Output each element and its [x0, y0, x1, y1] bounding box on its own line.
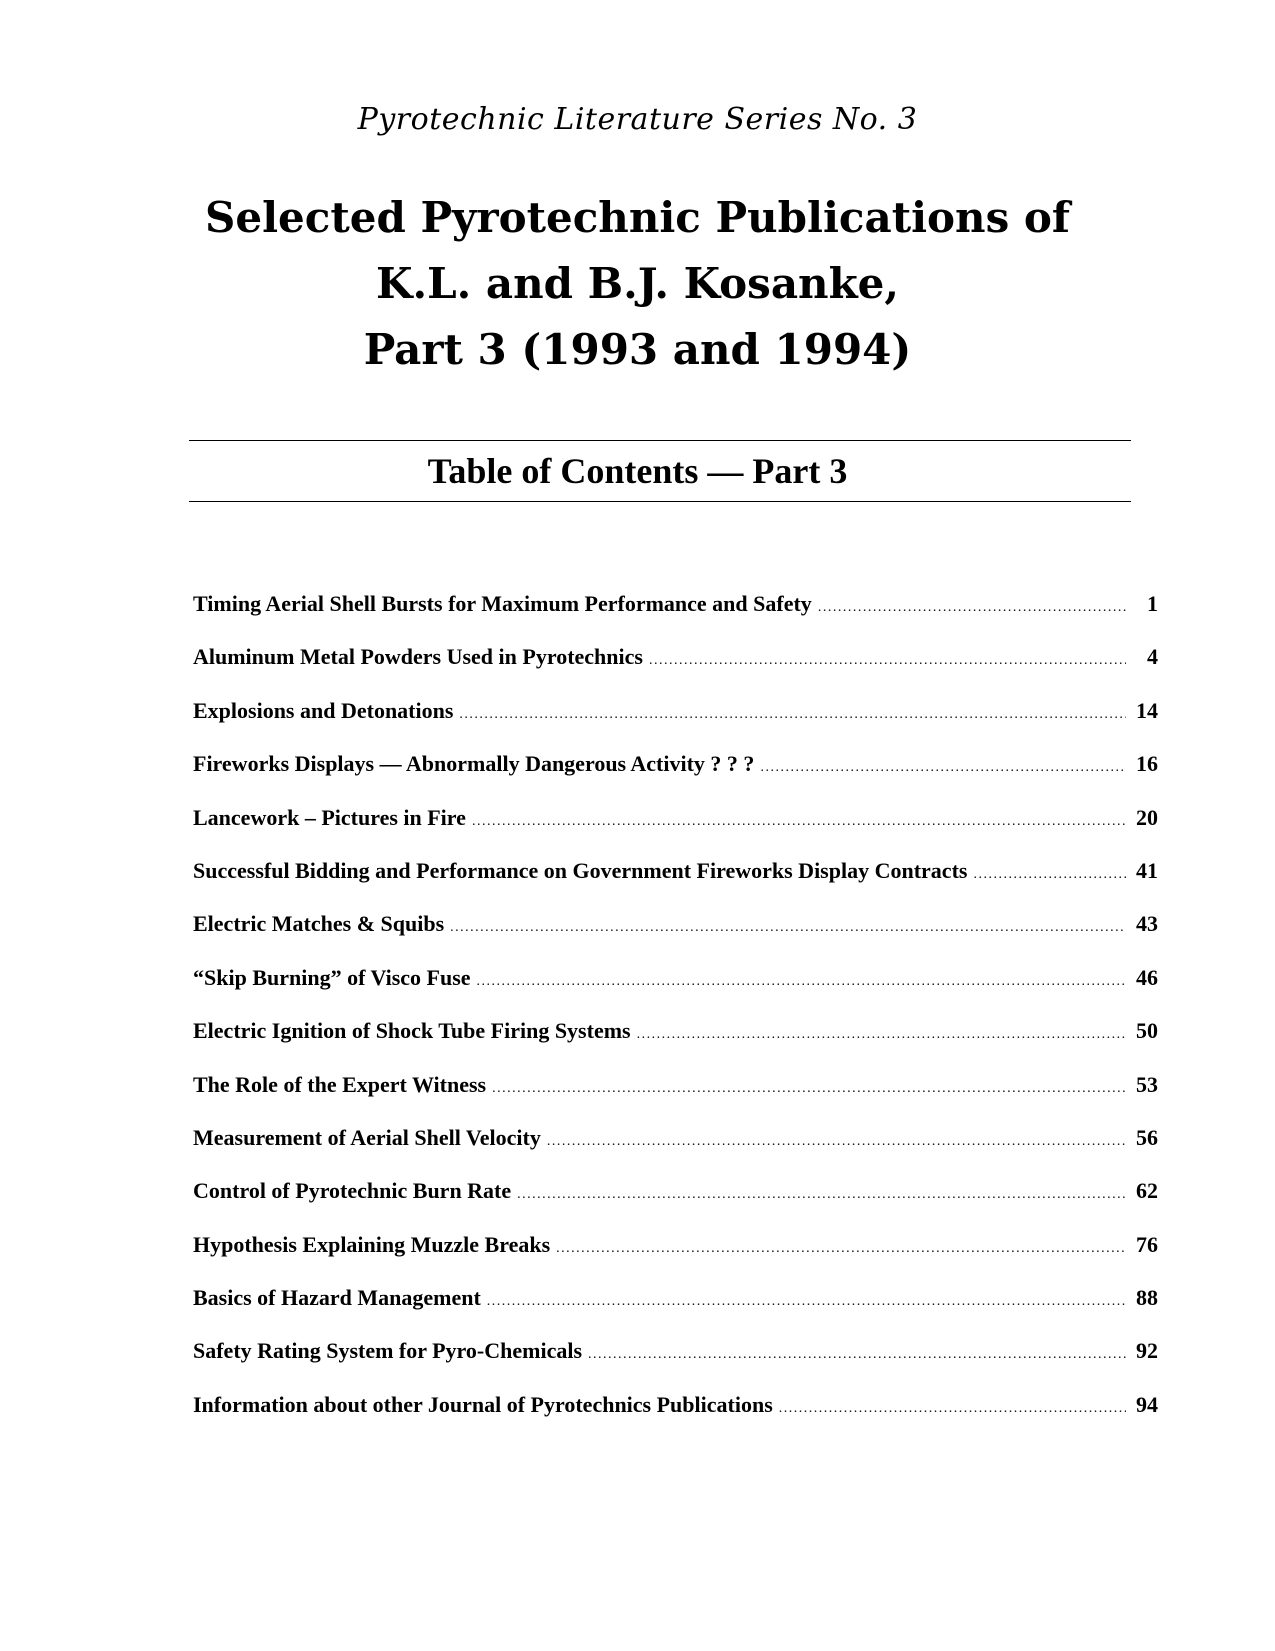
toc-entry: [193, 1391, 1158, 1444]
toc-entry-page: 41: [1136, 857, 1158, 883]
toc-entry-title: Information about other Journal of Pyrotechnics Publications: [193, 1391, 773, 1417]
toc-entry: [193, 697, 1158, 750]
toc-entry: [193, 964, 1158, 1017]
toc-entry-page: 53: [1136, 1071, 1158, 1097]
toc-entry-title: Electric Ignition of Shock Tube Firing Systems: [193, 1018, 631, 1044]
toc-entry-page: 1: [1147, 591, 1158, 616]
page-title: [0, 185, 1275, 383]
toc-dot-leader: [517, 1181, 1126, 1209]
toc-entry-page: 14: [1136, 697, 1158, 723]
toc-entry: [193, 590, 1158, 643]
title-line-1: Selected Pyrotechnic Publications of: [205, 193, 1070, 242]
toc-entry-page: 4: [1147, 644, 1158, 670]
toc-entry-page: 76: [1136, 1231, 1158, 1257]
toc-dot-leader: [472, 808, 1126, 836]
toc-entry-title: Electric Matches & Squibs: [193, 911, 445, 937]
toc-entry: [193, 1177, 1158, 1230]
toc-entry: [193, 1337, 1158, 1390]
toc-dot-leader: [973, 861, 1126, 889]
toc-entry-title: Successful Bidding and Performance on Government Fireworks Display Contracts: [193, 857, 968, 883]
toc-dot-leader: [459, 701, 1126, 729]
title-line-2: K.L. and B.J. Kosanke,: [375, 259, 900, 308]
toc-entry-page: 50: [1136, 1018, 1158, 1044]
toc-entry-title: “Skip Burning” of Visco Fuse: [193, 964, 471, 990]
toc-entry-page: 46: [1136, 964, 1158, 990]
toc-entry: [193, 857, 1158, 910]
toc-dot-leader: [760, 754, 1126, 782]
toc-entry: [193, 910, 1158, 963]
title-line-3: Part 3 (1993 and 1994): [363, 325, 912, 374]
toc-entry: [193, 750, 1158, 803]
toc-entry-page: 88: [1136, 1285, 1158, 1311]
toc-entry: [193, 804, 1158, 857]
toc-entry: [193, 1284, 1158, 1337]
toc-entry-page: 20: [1136, 804, 1158, 830]
toc-entry-page: 56: [1136, 1124, 1158, 1150]
series-label: Pyrotechnic Literature Series No. 3: [357, 102, 918, 137]
toc-entry: [193, 1071, 1158, 1124]
toc-entry-page: 62: [1136, 1178, 1158, 1204]
heading-rule-top: [189, 440, 1131, 441]
heading-rule-bottom: [189, 501, 1131, 502]
toc-entry: [193, 643, 1158, 696]
toc-dot-leader: [547, 1128, 1126, 1156]
toc-entry-page: 43: [1136, 911, 1158, 937]
toc-dot-leader: [649, 647, 1126, 675]
toc-entry-title: Measurement of Aerial Shell Velocity: [193, 1124, 541, 1150]
toc-entry: [193, 1124, 1158, 1177]
toc-heading: Table of Contents — Part 3: [427, 451, 848, 491]
toc-entry: [193, 1017, 1158, 1070]
toc-dot-leader: [779, 1395, 1126, 1423]
toc-list: [193, 590, 1158, 1444]
toc-entry-page: 94: [1136, 1391, 1158, 1417]
toc-entry-page: 16: [1136, 751, 1158, 777]
toc-entry-title: Timing Aerial Shell Bursts for Maximum Performance and Safety: [193, 591, 812, 616]
toc-entry-title: Control of Pyrotechnic Burn Rate: [193, 1178, 512, 1204]
toc-entry-title: The Role of the Expert Witness: [193, 1071, 487, 1097]
toc-entry-title: Safety Rating System for Pyro-Chemicals: [193, 1338, 583, 1364]
toc-dot-leader: [637, 1021, 1126, 1049]
toc-entry-title: Fireworks Displays — Abnormally Dangerous Activity ? ? ?: [193, 751, 755, 777]
toc-dot-leader: [556, 1235, 1126, 1263]
toc-entry-title: Lancework – Pictures in Fire: [193, 804, 466, 830]
toc-entry-title: Aluminum Metal Powders Used in Pyrotechnics: [193, 644, 643, 670]
toc-dot-leader: [588, 1341, 1126, 1369]
toc-dot-leader: [450, 914, 1126, 942]
toc-dot-leader: [477, 968, 1126, 996]
toc-dot-leader: [492, 1075, 1126, 1103]
toc-entry-page: 92: [1136, 1338, 1158, 1364]
toc-dot-leader: [487, 1288, 1126, 1316]
toc-dot-leader: [818, 594, 1126, 622]
toc-entry-title: Hypothesis Explaining Muzzle Breaks: [193, 1231, 551, 1257]
toc-entry-title: Explosions and Detonations: [193, 697, 454, 723]
toc-entry: [193, 1231, 1158, 1284]
toc-entry-title: Basics of Hazard Management: [193, 1285, 481, 1311]
